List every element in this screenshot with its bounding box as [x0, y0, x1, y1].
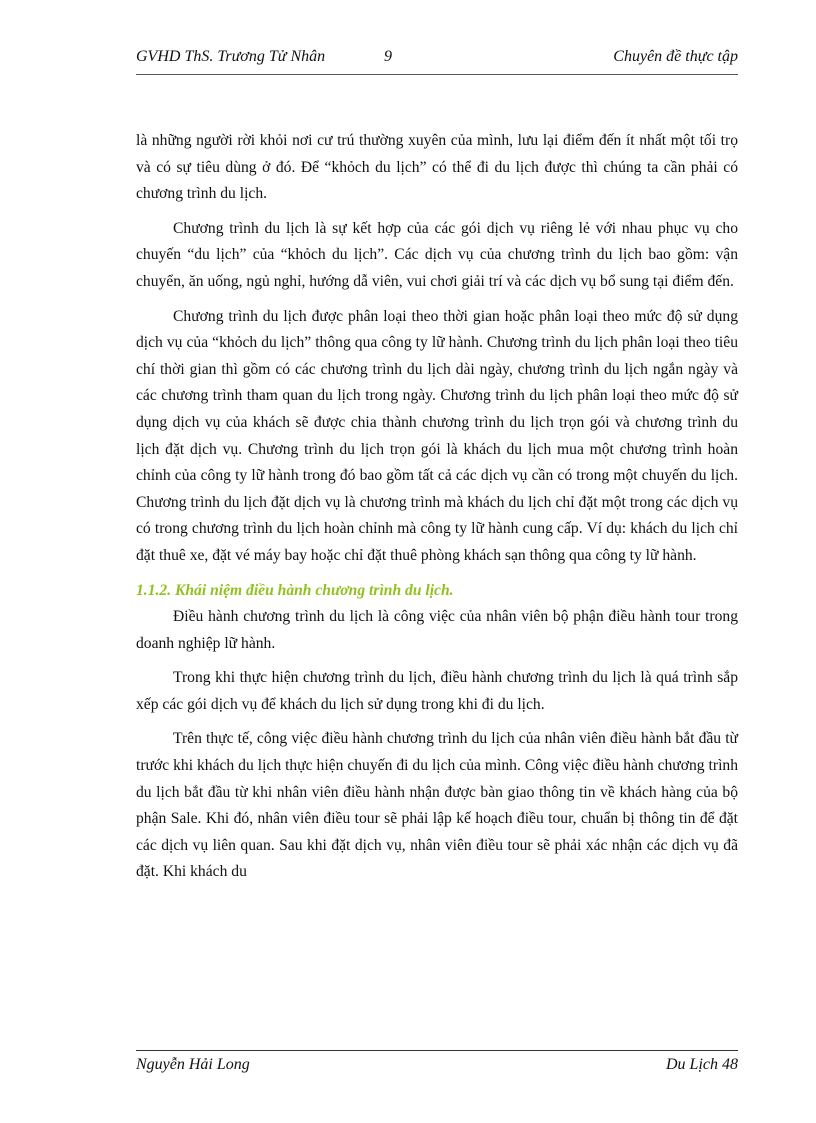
paragraph-2: Chương trình du lịch là sự kết hợp của các gói dịch vụ riêng lẻ với nhau phục vụ cho chuyến “du lịch” của “khỏch du lịch”. Các dịch vụ của chương trình du lịch bao gồm: vận chuyển, ăn uống, ngủ nghỉ, hướng dẫ viên, vui chơi giải trí và các dịch vụ bổ sung tại điểm đến. — [136, 219, 738, 290]
footer-divider — [136, 1050, 738, 1051]
paragraph-6: Trên thực tế, công việc điều hành chương trình du lịch của nhân viên điều hành bắt đầu từ trước khi khách du lịch thực hiện chuyến đi du lịch của mình. Công việc điều hành chương trình du lịch bắt đầu từ khi nhân viên điều hành nhận được bàn giao thông tin về khách hàng của bộ phận Sale. Khi đó, nhân viên điều tour sẽ phải lập kế hoạch điều tour, chuẩn bị thông tin để đặt các dịch vụ liên quan. Sau khi đặt dịch vụ, nhân viên điều tour sẽ phải xác nhận các dịch vụ đã đặt. Khi khách du — [136, 730, 738, 881]
header-divider — [136, 74, 738, 75]
document-body — [136, 128, 738, 894]
header-advisor: GVHD ThS. Trương Tử Nhân — [136, 48, 326, 65]
footer-class: Du Lịch 48 — [666, 1056, 738, 1073]
paragraph-5: Trong khi thực hiện chương trình du lịch, điều hành chương trình du lịch là quá trình sắp xếp các gói dịch vụ để khách du lịch sử dụng trong khi đi du lịch. — [136, 669, 738, 713]
header-title: Chuyên đề thực tập — [613, 48, 738, 65]
footer-author: Nguyễn Hải Long — [136, 1056, 250, 1073]
paragraph-1: là những người rời khỏi nơi cư trú thường xuyên của mình, lưu lại điểm đến ít nhất một tối trọ và có sự tiêu dùng ở đó. Để “khỏch du lịch” có thể đi du lịch được thì chúng ta cần phải có chương trình du lịch. — [136, 132, 738, 203]
page-number: 9 — [384, 48, 392, 65]
paragraph-4: Điều hành chương trình du lịch là công việc của nhân viên bộ phận điều hành tour trong doanh nghiệp lữ hành. — [136, 608, 738, 652]
page-footer — [136, 1056, 738, 1080]
section-heading: 1.1.2. Khái niệm điều hành chương trình du lịch. — [136, 581, 454, 599]
page-header — [136, 48, 738, 72]
paragraph-3: Chương trình du lịch được phân loại theo thời gian hoặc phân loại theo mức độ sử dụng dịch vụ của “khỏch du lịch” thông qua công ty lữ hành. Chương trình du lịch phân loại theo tiêu chí thời gian thì gồm có các chương trình du lịch dài ngày, chương trình du lịch ngắn ngày và các chương trình tham quan du lịch trong ngày. Chương trình du lịch phân loại theo mức độ sử dụng dịch vụ của khách sẽ được chia thành chương trình du lịch trọn gói và chương trình du lịch đặt dịch vụ. Chương trình du lịch trọn gói là khách du lịch mua một chương trình hoàn chỉnh của công ty lữ hành trong đó bao gồm tất cả các dịch vụ cần có trong một chuyến du lịch. Chương trình du lịch đặt dịch vụ là chương trình mà khách du lịch chỉ đặt một trong các dịch vụ có trong chương trình du lịch hoàn chỉnh mà công ty lữ hành cung cấp. Ví dụ: khách du lịch chỉ đặt thuê xe, đặt vé máy bay hoặc chỉ đặt thuê phòng khách sạn thông qua công ty lữ hành. — [136, 307, 738, 564]
